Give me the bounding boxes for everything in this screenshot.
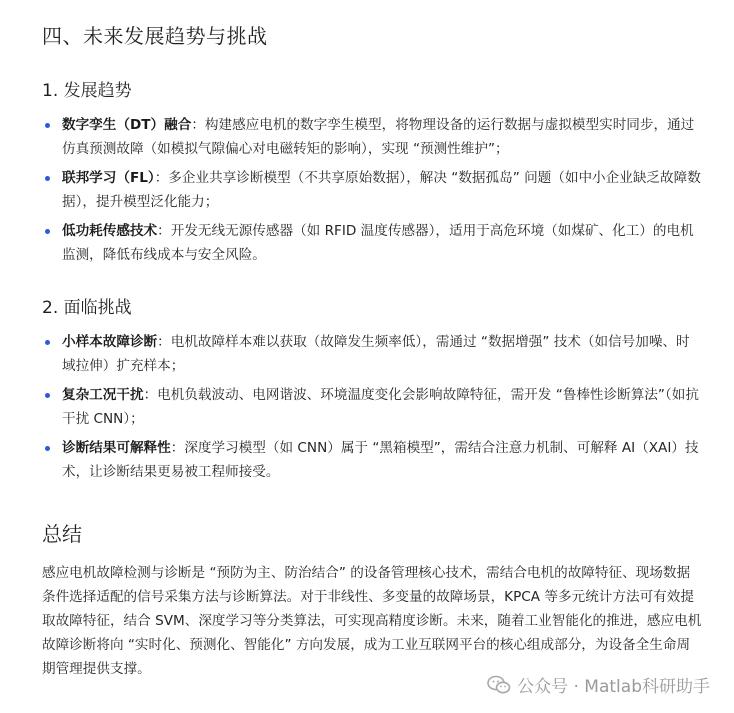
- item-description: ：电机故障样本难以获取（故障发生频率低），需通过 “数据增强” 技术（如信号加噪、时域拉伸）扩充样本；: [62, 334, 690, 374]
- trends-heading: 1. 发展趋势: [42, 81, 132, 101]
- bullet-dot-icon: [45, 393, 50, 398]
- challenges-list: [42, 330, 702, 484]
- section-title: 四、未来发展趋势与挑战: [42, 24, 268, 48]
- list-item: [42, 330, 702, 378]
- bullet-dot-icon: [45, 123, 50, 128]
- list-item: [42, 219, 702, 267]
- item-term: 数字孪生（DT）融合: [62, 117, 192, 133]
- item-term: 诊断结果可解释性: [62, 440, 171, 456]
- item-description: ：电机负载波动、电网谐波、环境温度变化会影响故障特征，需开发 “鲁棒性诊断算法”（如抗干扰 CNN）；: [62, 387, 699, 427]
- summary-heading: 总结: [42, 522, 82, 546]
- item-description: ：深度学习模型（如 CNN）属于 “黑箱模型”，需结合注意力机制、可解释 AI（XAI）技术，让诊断结果更易被工程师接受。: [62, 440, 699, 480]
- item-description: ：多企业共享诊断模型（不共享原始数据），解决 “数据孤岛” 问题（如中小企业缺乏故障数据），提升模型泛化能力；: [62, 170, 701, 210]
- bullet-dot-icon: [45, 446, 50, 451]
- list-item: [42, 436, 702, 484]
- watermark-text: 公众号 · Matlab科研助手: [517, 677, 710, 697]
- item-description: ：开发无线无源传感器（如 RFID 温度传感器），适用于高危环境（如煤矿、化工）的电机监测，降低布线成本与安全风险。: [62, 223, 694, 263]
- bullet-dot-icon: [45, 176, 50, 181]
- item-term: 低功耗传感技术: [62, 223, 158, 239]
- list-item: [42, 166, 702, 214]
- list-item: [42, 113, 702, 161]
- item-term: 小样本故障诊断: [62, 334, 158, 350]
- summary-paragraph: 感应电机故障检测与诊断是 “预防为主、防治结合” 的设备管理核心技术，需结合电机的故障特征、现场数据条件选择适配的信号采集方法与诊断算法。对于非线性、多变量的故障场景，KPCA 等多元统计方法可有效提取故障特征，结合 SVM、深度学习等分类算法，可实现高精度诊断。未来，随着工业智能化的推进，感应电机故障诊断将向 “实时化、预测化、智能化” 方向发展，成为工业互联网平台的核心组成部分，为设备全生命周期管理提供支撑。: [42, 565, 702, 677]
- trends-list: [42, 113, 702, 267]
- item-term: 联邦学习（FL）: [62, 170, 155, 186]
- item-term: 复杂工况干扰: [62, 387, 144, 403]
- item-description: ：构建感应电机的数字孪生模型，将物理设备的运行数据与虚拟模型实时同步，通过仿真预测故障（如模拟气隙偏心对电磁转矩的影响），实现 “预测性维护”；: [62, 117, 695, 157]
- list-item: [42, 383, 702, 431]
- bullet-dot-icon: [45, 340, 50, 345]
- bullet-dot-icon: [45, 229, 50, 234]
- watermark: [487, 672, 710, 697]
- challenges-heading: 2. 面临挑战: [42, 298, 132, 318]
- wechat-icon: [487, 675, 511, 695]
